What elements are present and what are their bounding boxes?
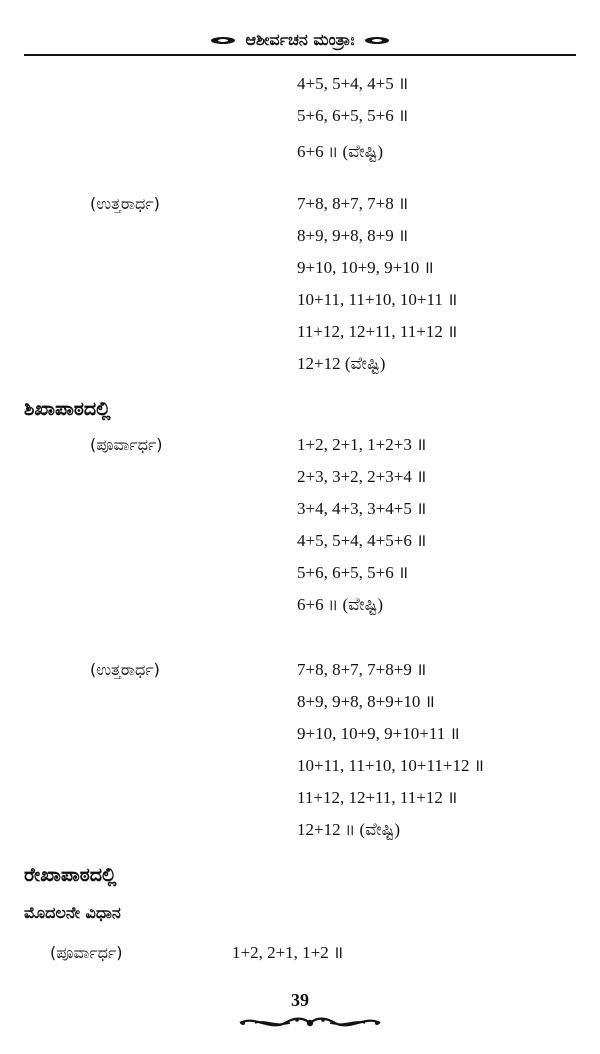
verse-line: 8+9, 9+8, 8+9 ॥ (297, 226, 409, 245)
header-ornament-left-icon (211, 37, 235, 44)
section-heading-shikhapatha: ಶಿಖಾಪಾಠದಲ್ಲಿ (24, 398, 111, 420)
footer-flourish-icon (235, 1011, 385, 1033)
verse-line: 4+5, 5+4, 4+5+6 ॥ (297, 531, 427, 550)
uttarardha-label: (ಉತ್ತರಾರ್ಧ) (90, 194, 160, 213)
header-title: ಆಶೀರ್ವಚನ ಮಂತ್ರಾಃ (245, 30, 355, 49)
page-number: 39 (291, 990, 309, 1010)
verse-line: 11+12, 12+11, 11+12 ॥ (297, 788, 458, 807)
uttarardha-label: (ಉತ್ತರಾರ್ಧ) (90, 660, 160, 679)
verse-line: 3+4, 4+3, 3+4+5 ॥ (297, 499, 427, 518)
header-rule (24, 54, 576, 56)
verse-line: 7+8, 8+7, 7+8+9 ॥ (297, 660, 427, 679)
verse-line: 12+12 (ವೇಷ್ಟಿ) (297, 354, 386, 373)
purvardha-label: (ಪೂರ್ವಾರ್ಧ) (90, 435, 163, 454)
verse-line: 1+2, 2+1, 1+2+3 ॥ (297, 435, 427, 454)
verse-line: 12+12 ॥ (ವೇಷ್ಟಿ) (297, 820, 401, 839)
subheading-first-method: ಮೊದಲನೇ ವಿಧಾನ (24, 903, 121, 922)
verse-line: 7+8, 8+7, 7+8 ॥ (297, 194, 409, 213)
verse-line: 11+12, 12+11, 11+12 ॥ (297, 322, 458, 341)
section-heading-rekhapatha: ರೇಖಾಪಾಠದಲ್ಲಿ (24, 864, 117, 886)
verse-line: 6+6 ॥ (ವೇಷ್ಟಿ) (297, 142, 384, 161)
header-ornament-right-icon (365, 37, 389, 44)
verse-line: 4+5, 5+4, 4+5 ॥ (297, 74, 409, 93)
verse-line: 6+6 ॥ (ವೇಷ್ಟಿ) (297, 595, 384, 614)
purvardha-label: (ಪೂರ್ವಾರ್ಧ) (50, 943, 123, 962)
verse-line: 10+11, 11+10, 10+11 ॥ (297, 290, 458, 309)
verse-line: 2+3, 3+2, 2+3+4 ॥ (297, 467, 427, 486)
verse-line: 9+10, 10+9, 9+10+11 ॥ (297, 724, 460, 743)
verse-line: 5+6, 6+5, 5+6 ॥ (297, 563, 409, 582)
verse-line: 9+10, 10+9, 9+10 ॥ (297, 258, 434, 277)
verse-line: 5+6, 6+5, 5+6 ॥ (297, 106, 409, 125)
verse-line: 8+9, 9+8, 8+9+10 ॥ (297, 692, 435, 711)
verse-line: 10+11, 11+10, 10+11+12 ॥ (297, 756, 484, 775)
running-header (0, 30, 600, 50)
verse-line: 1+2, 2+1, 1+2 ॥ (232, 943, 344, 962)
